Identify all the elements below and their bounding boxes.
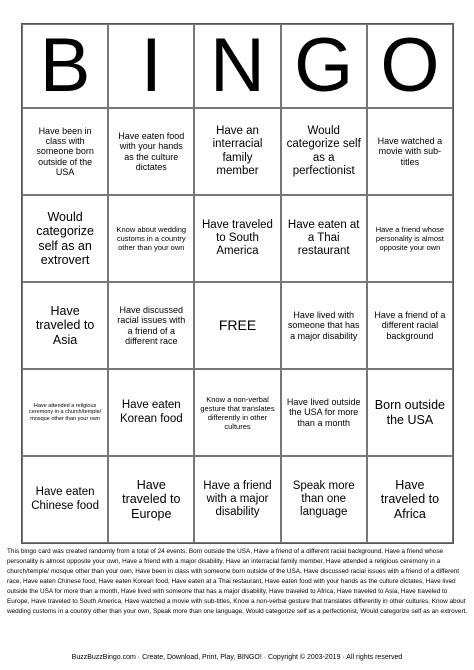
bingo-cell-free: FREE <box>194 282 280 369</box>
bingo-cell-r1-c3: Have an interracial family member <box>194 108 280 195</box>
header-letter-i: I <box>108 24 194 108</box>
bingo-cell-r1-c5: Have watched a movie with sub-titles <box>367 108 453 195</box>
header-letter-o: O <box>367 24 453 108</box>
bingo-cell-r4-c5: Born outside the USA <box>367 369 453 456</box>
bingo-cell-r5-c3: Have a friend with a major disability <box>194 456 280 543</box>
header-letter-n: N <box>194 24 280 108</box>
bingo-card <box>21 23 454 544</box>
bingo-cell-r2-c3: Have traveled to South America <box>194 195 280 282</box>
bingo-cell-r2-c5: Have a friend whose personality is almost opposite your own <box>367 195 453 282</box>
bingo-cell-r1-c1: Have been in class with someone born outside of the USA <box>22 108 108 195</box>
bingo-cell-r4-c1: Have attended a religious ceremony in a church/temple/ mosque other than your own <box>22 369 108 456</box>
bingo-cell-r3-c5: Have a friend of a different racial background <box>367 282 453 369</box>
bingo-cell-r4-c4: Have lived outside the USA for more than a month <box>281 369 367 456</box>
bingo-cell-r5-c2: Have traveled to Europe <box>108 456 194 543</box>
site-footer: BuzzBuzzBingo.com · Create, Download, Print, Play, BINGO! · Copyright © 2003-2019 · All rights reserved <box>71 654 403 661</box>
bingo-cell-r5-c1: Have eaten Chinese food <box>22 456 108 543</box>
header-letter-g: G <box>281 24 367 108</box>
bingo-cell-r5-c4: Speak more than one language <box>281 456 367 543</box>
bingo-cell-r1-c4: Would categorize self as a perfectionist <box>281 108 367 195</box>
bingo-cell-r3-c4: Have lived with someone that has a major disability <box>281 282 367 369</box>
header-letter-b: B <box>22 24 108 108</box>
bingo-cell-r1-c2: Have eaten food with your hands as the culture dictates <box>108 108 194 195</box>
bingo-cell-r2-c4: Have eaten at a Thai restaurant <box>281 195 367 282</box>
bingo-cell-r4-c2: Have eaten Korean food <box>108 369 194 456</box>
bingo-cell-r3-c2: Have discussed racial issues with a friend of a different race <box>108 282 194 369</box>
event-list-note: This bingo card was created randomly from a total of 24 events. Born outside the USA, Have a friend of a different racial background, Have a friend whose personality is almost opposite your own, Have a friend with a major disability, Have an interracial family member, Have attended a religious ceremony in a church/temple/ mosque other than your own, Have been in class with someone born outside of the USA, Have discussed racial issues with a friend of a different race, Have eaten Chinese food, Have eaten Korean food, Have eaten at a Thai restaurant, Have eaten food with your hands as the culture dictates, Have lived outside the USA for more than a month, Have lived with someone that has a major disability, Have traveled to Africa, Have traveled to Asia, Have traveled to Europe, Have traveled to South America, Have watched a movie with sub-titles, Know a non-verbal gesture that translates differently in other cultures, Know about wedding customs in a country other than your own, Speak more than one language, Would categorize self as a perfectionist, Would categorize self as an extrovert. <box>7 548 468 615</box>
bingo-cell-r2-c1: Would categorize self as an extrovert <box>22 195 108 282</box>
bingo-cell-r4-c3: Know a non-verbal gesture that translates differently in other cultures <box>194 369 280 456</box>
bingo-cell-r5-c5: Have traveled to Africa <box>367 456 453 543</box>
bingo-cell-r3-c1: Have traveled to Asia <box>22 282 108 369</box>
bingo-cell-r2-c2: Know about wedding customs in a country other than your own <box>108 195 194 282</box>
